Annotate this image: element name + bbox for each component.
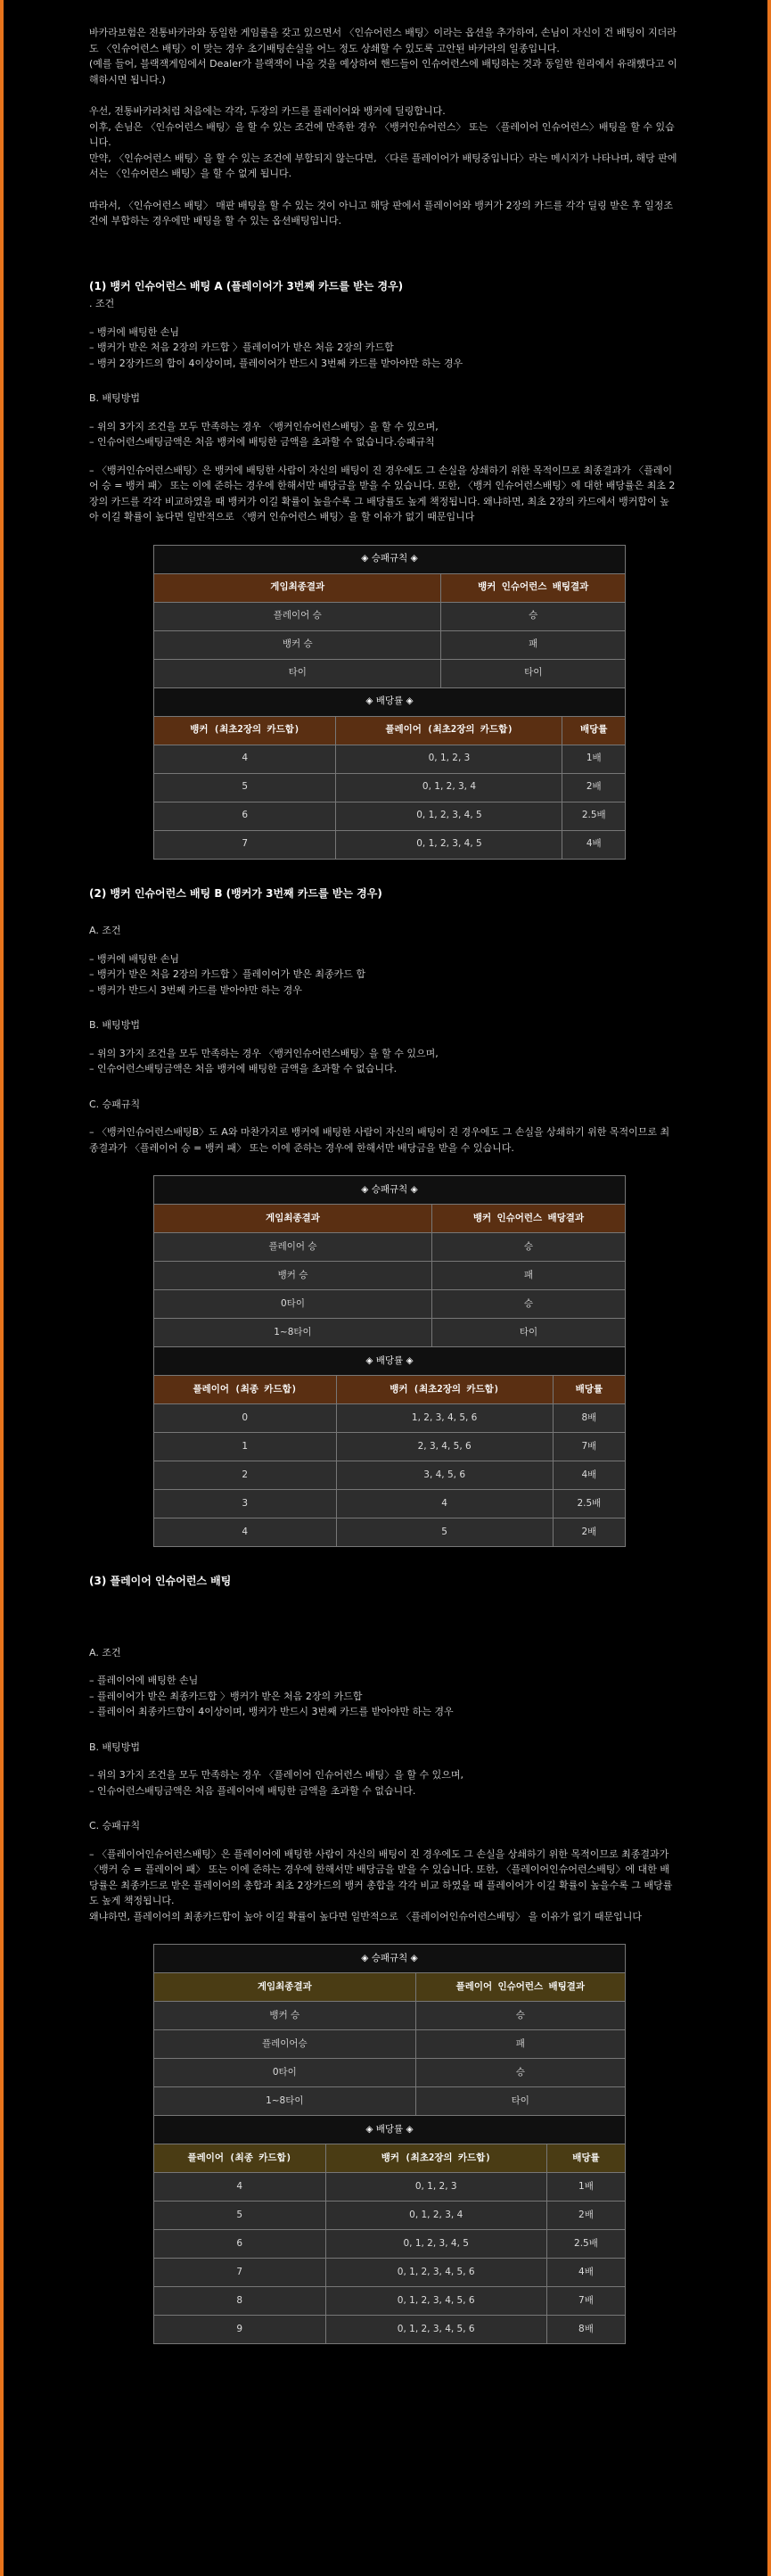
- table-header: 뱅커 인슈어런스 배팅결과: [441, 573, 626, 602]
- table-row: [154, 1233, 626, 1262]
- section-1-description: – 〈뱅커인슈어런스배팅〉은 뱅커에 배팅한 사람이 자신의 배팅이 진 경우에도 그 손실을 상쇄하기 위한 목적이므로 최종결과가 〈플레이어 승 = 뱅커 패〉 또는 이에 준하는 경우에 한해서만 배당금을 받을 수 있습니다. 또한, 〈뱅커 인슈어런스배팅〉에 대한 배당률은 최초 2장의 카드를 각각 비교하였을 때 뱅커가 이길 확률이 높을수록 그 배당률도 높게 책정됩니다. 왜냐하면, 최초 2장의 카드에서 뱅커합이 높아 이길 확률이 높다면 일반적으로 〈뱅커 인슈어런스 배팅〉을 할 이유가 없기 때문입니다: [89, 464, 676, 523]
- table-cell: 4배: [546, 2259, 625, 2287]
- table-cell: 3, 4, 5, 6: [336, 1461, 553, 1490]
- table-cell: 9: [154, 2316, 326, 2344]
- table-cell: 8배: [553, 1404, 625, 1433]
- table-cell: 2.5배: [546, 2230, 625, 2259]
- table-row: [154, 2230, 626, 2259]
- table-cell: 패: [441, 630, 626, 659]
- table-header: 플레이어 (최종 카드합): [154, 1376, 337, 1404]
- table-row: [154, 745, 626, 773]
- section-3-method: – 인슈어런스배팅금액은 처음 플레이어에 배팅한 금액을 초과할 수 없습니다.: [89, 1784, 416, 1797]
- section-3-description: – 〈플레이어인슈어런스배팅〉은 플레이어에 배팅한 사람이 자신의 배팅이 진 경우에도 그 손실을 상쇄하기 위한 목적이므로 최종결과가 〈뱅커 승 = 플레이어 패〉 또는 이에 준하는 경우에 한해서만 배당금을 받을 수 있습니다. 또한, 〈플레이어인슈어런스배팅〉에 대한 배당률은 최종카드로 받은 플레이어의 총합과 최초 2장카드의 뱅커 총합을 각각 비교 하였을 때 플레이어가 이길 확률이 높을수록 그 배당률도 높게 책정됩니다.: [89, 1848, 673, 1906]
- table-cell: 0, 1, 2, 3, 4, 5: [336, 802, 562, 830]
- table-row: [154, 1433, 626, 1461]
- section-1-method: – 위의 3가지 조건을 모두 만족하는 경우 〈뱅커인슈어런스배팅〉을 할 수 있으며,: [89, 420, 439, 432]
- table-cell: 플레이어 승: [154, 602, 441, 630]
- table-caption: ◈ 승패규칙 ◈: [154, 545, 626, 573]
- table-row: [154, 2087, 626, 2116]
- table-cell: 4: [336, 1490, 553, 1518]
- table-cell: 0, 1, 2, 3, 4: [325, 2202, 546, 2230]
- table-row: [154, 1461, 626, 1490]
- section-1-condition-title: . 조건: [89, 298, 115, 309]
- section-3-rule-title: C. 승패규칙: [89, 1820, 141, 1831]
- table-row: [154, 1262, 626, 1290]
- table-cell: 4: [154, 2173, 326, 2202]
- table-cell: 5: [154, 773, 336, 802]
- table-caption: ◈ 승패규칙 ◈: [154, 1945, 626, 1973]
- section-2-title: (2) 뱅커 인슈어런스 배팅 B (뱅커가 3번째 카드를 받는 경우): [89, 886, 382, 900]
- table-header: 배당률: [562, 716, 626, 745]
- intro-text: 만약, 〈인슈어런스 배팅〉을 할 수 있는 조건에 부합되지 않는다면, 〈다른 플레이어가 배팅중입니다〉라는 메시지가 나타나며, 해당 판에서는 〈인슈어런스 배팅〉을 할 수 없게 됩니다.: [89, 152, 677, 179]
- intro-text: 바카라보험은 전통바카라와 동일한 게임룰을 갖고 있으면서 〈인슈어런스 배팅〉이라는 옵션을 추가하여, 손님이 자신이 건 배팅이 지더라도 〈인슈어런스 배팅〉이 맞는 경우 초기배팅손실을 어느 정도 상쇄할 수 있도록 고안된 바카라의 일종입니다.: [89, 27, 677, 54]
- table-header: 뱅커 인슈어런스 배당결과: [431, 1205, 625, 1233]
- table-row: [154, 1518, 626, 1547]
- intro-paragraph-2: [89, 103, 677, 182]
- table-cell: 뱅커 승: [154, 1262, 432, 1290]
- table-row: [154, 1404, 626, 1433]
- table-cell: 6: [154, 2230, 326, 2259]
- section-2-method: – 인슈어런스배팅금액은 처음 뱅커에 배팅한 금액을 초과할 수 없습니다.: [89, 1063, 398, 1074]
- table-cell: 패: [415, 2030, 625, 2059]
- intro-text: (예를 들어, 블랙잭게임에서 Dealer가 블랙잭이 나올 것을 예상하여 핸드들이 인슈어런스에 배팅하는 것과 동일한 원리에서 유래했다고 이해하시면 됩니다.): [89, 58, 677, 86]
- table-cell: 플레이어 승: [154, 1233, 432, 1262]
- table-cell: 4: [154, 745, 336, 773]
- table-cell: 4배: [562, 830, 626, 859]
- section-1-title: (1) 뱅커 인슈어런스 배팅 A (플레이어가 3번째 카드를 받는 경우): [89, 279, 404, 292]
- section-3-condition: – 플레이어가 받은 최종카드합 〉뱅커가 받은 처음 2장의 카드합: [89, 1690, 363, 1702]
- table-row: [154, 659, 626, 687]
- table-cell: 1~8타이: [154, 2087, 416, 2116]
- section-2-rule-title: C. 승패규칙: [89, 1098, 141, 1110]
- table-cell: 6: [154, 802, 336, 830]
- table-header: 게임최종결과: [154, 1973, 416, 2002]
- section-1-condition: – 뱅커 2장카드의 합이 4이상이며, 플레이어가 반드시 3번째 카드를 받아야만 하는 경우: [89, 357, 463, 369]
- section-3-rules-table: [153, 1944, 626, 2344]
- table-cell: 2배: [546, 2202, 625, 2230]
- table-cell: 0, 1, 2, 3, 4, 5: [336, 830, 562, 859]
- table-cell: 뱅커 승: [154, 630, 441, 659]
- table-cell: 8: [154, 2287, 326, 2316]
- table-caption: ◈ 배당률 ◈: [154, 687, 626, 716]
- table-cell: 0, 1, 2, 3, 4: [336, 773, 562, 802]
- table-cell: 7: [154, 2259, 326, 2287]
- table-cell: 1: [154, 1433, 337, 1461]
- table-cell: 0, 1, 2, 3, 4, 5, 6: [325, 2316, 546, 2344]
- section-2-condition: – 뱅커가 받은 처음 2장의 카드합 〉플레이어가 받은 최종카드 합: [89, 968, 365, 980]
- table-header: 게임최종결과: [154, 1205, 432, 1233]
- section-3-method: – 위의 3가지 조건을 모두 만족하는 경우 〈플레이어 인슈어런스 배팅〉을 할 수 있으며,: [89, 1769, 463, 1781]
- table-header: 뱅커 (최초2장의 카드합): [154, 716, 336, 745]
- section-2-method-title: B. 배팅방법: [89, 1019, 141, 1031]
- table-row: [154, 802, 626, 830]
- table-cell: 0타이: [154, 1290, 432, 1319]
- table-row: [154, 1319, 626, 1347]
- table-cell: 7배: [553, 1433, 625, 1461]
- table-cell: 3: [154, 1490, 337, 1518]
- section-1-condition: – 뱅커에 배팅한 손님: [89, 325, 179, 338]
- table-cell: 타이: [431, 1319, 625, 1347]
- table-cell: 4배: [553, 1461, 625, 1490]
- table-cell: 2, 3, 4, 5, 6: [336, 1433, 553, 1461]
- table-header: 플레이어 인슈어런스 배팅결과: [415, 1973, 625, 2002]
- table-cell: 1~8타이: [154, 1319, 432, 1347]
- table-cell: 2배: [553, 1518, 625, 1547]
- table-header: 배당률: [546, 2144, 625, 2173]
- table-caption: ◈ 배당률 ◈: [154, 1347, 626, 1376]
- table-cell: 0: [154, 1404, 337, 1433]
- table-cell: 뱅커 승: [154, 2002, 416, 2030]
- section-2-rules-table: [153, 1175, 626, 1547]
- table-cell: 0타이: [154, 2059, 416, 2087]
- intro-paragraph-1: [89, 25, 677, 87]
- section-2-condition: – 뱅커가 반드시 3번째 카드를 받아야만 하는 경우: [89, 983, 302, 996]
- table-cell: 승: [431, 1233, 625, 1262]
- table-row: [154, 630, 626, 659]
- section-1-condition: – 뱅커가 받은 처음 2장의 카드합 〉플레이어가 받은 처음 2장의 카드합: [89, 342, 394, 353]
- table-row: [154, 2287, 626, 2316]
- table-cell: 8배: [546, 2316, 625, 2344]
- intro-text: 이후, 손님은 〈인슈어런스 배팅〉을 할 수 있는 조건에 만족한 경우 〈뱅커인슈어런스〉 또는 〈플레이어 인슈어런스〉배팅을 할 수 있습니다.: [89, 120, 675, 148]
- table-cell: 2: [154, 1461, 337, 1490]
- section-2-condition: – 뱅커에 배팅한 손님: [89, 952, 179, 965]
- table-header: 뱅커 (최초2장의 카드합): [325, 2144, 546, 2173]
- table-row: [154, 2030, 626, 2059]
- table-cell: 5: [336, 1518, 553, 1547]
- table-cell: 1, 2, 3, 4, 5, 6: [336, 1404, 553, 1433]
- table-cell: 타이: [154, 659, 441, 687]
- table-cell: 7: [154, 830, 336, 859]
- table-header: 뱅커 (최초2장의 카드합): [336, 1376, 553, 1404]
- intro-text: 우선, 전통바카라처럼 처음에는 각각, 두장의 카드를 플레이어와 뱅커에 딜링합니다.: [89, 105, 446, 117]
- table-cell: 패: [431, 1262, 625, 1290]
- table-row: [154, 1290, 626, 1319]
- section-3-title: (3) 플레이어 인슈어런스 배팅: [89, 1575, 232, 1587]
- table-row: [154, 830, 626, 859]
- table-row: [154, 1490, 626, 1518]
- table-row: [154, 773, 626, 802]
- section-2-description: – 〈뱅커인슈어런스배팅B〉도 A와 마찬가지로 뱅커에 배팅한 사람이 자신의 배팅이 진 경우에도 그 손실을 상쇄하기 위한 목적이므로 최종결과가 〈플레이어 승 = 뱅커 패〉 또는 이에 준하는 경우에 한해서만 배당금을 받을 수 있습니다.: [89, 1126, 670, 1154]
- intro-paragraph-3: [89, 198, 677, 229]
- section-2-method: – 위의 3가지 조건을 모두 만족하는 경우 〈뱅커인슈어런스배팅〉을 할 수 있으며,: [89, 1047, 439, 1059]
- table-cell: 1배: [562, 745, 626, 773]
- section-1-rules-table: [153, 545, 626, 860]
- table-cell: 5: [154, 2202, 326, 2230]
- table-cell: 0, 1, 2, 3, 4, 5, 6: [325, 2259, 546, 2287]
- table-row: [154, 2316, 626, 2344]
- section-1-method-title: B. 배팅방법: [89, 392, 141, 404]
- table-caption: ◈ 승패규칙 ◈: [154, 1176, 626, 1205]
- table-cell: 0, 1, 2, 3, 4, 5: [325, 2230, 546, 2259]
- intro-text: 따라서, 〈인슈어런스 배팅〉 매판 배팅을 할 수 있는 것이 아니고 해당 판에서 플레이어와 뱅커가 2장의 카드를 각각 딜링 받은 후 일정조건에 부합하는 경우에만 배팅을 할 수 있는 옵션배팅입니다.: [89, 199, 673, 226]
- table-cell: 2.5배: [553, 1490, 625, 1518]
- table-cell: 7배: [546, 2287, 625, 2316]
- document-body: [4, 0, 677, 2344]
- table-cell: 1배: [546, 2173, 625, 2202]
- table-cell: 2배: [562, 773, 626, 802]
- section-3-condition: – 플레이어 최종카드합이 4이상이며, 뱅커가 반드시 3번째 카드를 받아야만 하는 경우: [89, 1706, 454, 1717]
- section-2-condition-title: A. 조건: [89, 925, 121, 936]
- section-3-condition-title: A. 조건: [89, 1646, 121, 1658]
- table-cell: 승: [441, 602, 626, 630]
- table-cell: 0, 1, 2, 3: [325, 2173, 546, 2202]
- table-cell: 플레이어승: [154, 2030, 416, 2059]
- table-row: [154, 602, 626, 630]
- table-header: 게임최종결과: [154, 573, 441, 602]
- table-row: [154, 2173, 626, 2202]
- table-row: [154, 2059, 626, 2087]
- section-1-method: – 인슈어런스배팅금액은 처음 뱅커에 배팅한 금액을 초과할 수 없습니다.승패규칙: [89, 436, 435, 448]
- table-cell: 0, 1, 2, 3, 4, 5, 6: [325, 2287, 546, 2316]
- table-header: 배당률: [553, 1376, 625, 1404]
- table-row: [154, 2259, 626, 2287]
- table-header: 플레이어 (최초2장의 카드합): [336, 716, 562, 745]
- table-row: [154, 2202, 626, 2230]
- table-row: [154, 2002, 626, 2030]
- table-cell: 타이: [415, 2087, 625, 2116]
- section-3-description: 왜냐하면, 플레이어의 최종카드합이 높아 이길 확률이 높다면 일반적으로 〈플레이어인슈어런스배팅〉 을 이유가 없기 때문입니다: [89, 1910, 643, 1922]
- table-cell: 승: [431, 1290, 625, 1319]
- table-caption: ◈ 배당률 ◈: [154, 2116, 626, 2144]
- table-cell: 타이: [441, 659, 626, 687]
- section-3-method-title: B. 배팅방법: [89, 1741, 141, 1753]
- table-header: 플레이어 (최종 카드합): [154, 2144, 326, 2173]
- section-3-condition: – 플레이어에 배팅한 손님: [89, 1675, 199, 1686]
- table-cell: 승: [415, 2059, 625, 2087]
- table-cell: 0, 1, 2, 3: [336, 745, 562, 773]
- table-cell: 승: [415, 2002, 625, 2030]
- table-cell: 4: [154, 1518, 337, 1547]
- table-cell: 2.5배: [562, 802, 626, 830]
